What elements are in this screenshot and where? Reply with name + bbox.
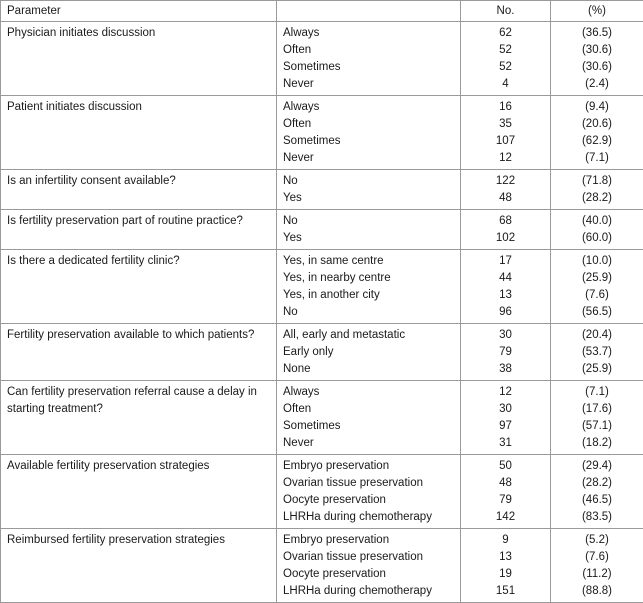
response-label: Yes, in nearby centre	[283, 270, 454, 287]
percent-value: (71.8)	[557, 173, 637, 190]
response-label: Ovarian tissue preservation	[283, 475, 454, 492]
response-label: Yes, in another city	[283, 287, 454, 304]
count-value: 122	[467, 173, 544, 190]
percent-value: (60.0)	[557, 230, 637, 247]
count-cell	[461, 324, 551, 381]
response-cell	[277, 529, 461, 603]
percent-value: (56.5)	[557, 304, 637, 321]
count-value: 62	[467, 25, 544, 42]
parameter-cell	[1, 96, 277, 170]
response-cell	[277, 381, 461, 455]
response-label: Always	[283, 384, 454, 401]
count-cell	[461, 250, 551, 324]
percent-value: (46.5)	[557, 492, 637, 509]
parameter-cell	[1, 455, 277, 529]
response-label: Often	[283, 401, 454, 418]
response-label: None	[283, 361, 454, 378]
count-value: 38	[467, 361, 544, 378]
count-value: 79	[467, 492, 544, 509]
percent-value: (5.2)	[557, 532, 637, 549]
parameter-label: Is fertility preservation part of routine practice?	[7, 213, 270, 230]
percent-value: (30.6)	[557, 59, 637, 76]
percent-value: (7.6)	[557, 549, 637, 566]
count-value: 102	[467, 230, 544, 247]
percent-value: (9.4)	[557, 99, 637, 116]
percent-value: (88.8)	[557, 583, 637, 600]
percent-value: (25.9)	[557, 270, 637, 287]
count-value: 13	[467, 287, 544, 304]
header-parameter: Parameter	[1, 1, 277, 22]
response-label: Sometimes	[283, 133, 454, 150]
count-value: 35	[467, 116, 544, 133]
response-label: Oocyte preservation	[283, 492, 454, 509]
response-label: Oocyte preservation	[283, 566, 454, 583]
percent-value: (20.4)	[557, 327, 637, 344]
count-value: 9	[467, 532, 544, 549]
percent-value: (25.9)	[557, 361, 637, 378]
count-value: 19	[467, 566, 544, 583]
parameter-label: Reimbursed fertility preservation strategies	[7, 532, 270, 549]
table-row	[1, 381, 643, 455]
count-value: 13	[467, 549, 544, 566]
percent-value: (40.0)	[557, 213, 637, 230]
count-value: 12	[467, 150, 544, 167]
percent-value: (7.1)	[557, 384, 637, 401]
parameter-cell	[1, 170, 277, 210]
table-row	[1, 96, 643, 170]
percent-cell	[551, 324, 643, 381]
response-label: Yes	[283, 230, 454, 247]
response-label: Never	[283, 76, 454, 93]
percent-cell	[551, 529, 643, 603]
response-label: No	[283, 304, 454, 321]
percent-cell	[551, 381, 643, 455]
parameter-cell	[1, 529, 277, 603]
parameter-label: Can fertility preservation referral cause a delay in starting treatment?	[7, 384, 270, 418]
table-row	[1, 170, 643, 210]
percent-cell	[551, 170, 643, 210]
percent-value: (62.9)	[557, 133, 637, 150]
response-label: All, early and metastatic	[283, 327, 454, 344]
response-label: Embryo preservation	[283, 532, 454, 549]
percent-cell	[551, 96, 643, 170]
parameter-label: Is an infertility consent available?	[7, 173, 270, 190]
percent-value: (57.1)	[557, 418, 637, 435]
header-percent: (%)	[551, 1, 643, 22]
parameter-label: Patient initiates discussion	[7, 99, 270, 116]
header-number: No.	[461, 1, 551, 22]
count-value: 151	[467, 583, 544, 600]
response-label: Sometimes	[283, 418, 454, 435]
table-row	[1, 529, 643, 603]
count-cell	[461, 22, 551, 96]
count-value: 17	[467, 253, 544, 270]
count-value: 48	[467, 475, 544, 492]
count-cell	[461, 170, 551, 210]
table-row	[1, 455, 643, 529]
response-label: Yes	[283, 190, 454, 207]
table-header-row	[1, 1, 643, 22]
percent-value: (53.7)	[557, 344, 637, 361]
percent-value: (18.2)	[557, 435, 637, 452]
response-cell	[277, 210, 461, 250]
response-cell	[277, 22, 461, 96]
percent-value: (36.5)	[557, 25, 637, 42]
count-value: 12	[467, 384, 544, 401]
response-cell	[277, 96, 461, 170]
count-value: 48	[467, 190, 544, 207]
parameter-label: Is there a dedicated fertility clinic?	[7, 253, 270, 270]
table-body	[1, 22, 643, 603]
count-value: 107	[467, 133, 544, 150]
count-value: 142	[467, 509, 544, 526]
response-label: No	[283, 173, 454, 190]
count-value: 79	[467, 344, 544, 361]
parameter-label: Fertility preservation available to which patients?	[7, 327, 270, 344]
percent-value: (28.2)	[557, 190, 637, 207]
count-value: 4	[467, 76, 544, 93]
percent-value: (28.2)	[557, 475, 637, 492]
response-cell	[277, 455, 461, 529]
percent-cell	[551, 22, 643, 96]
response-label: Always	[283, 25, 454, 42]
response-cell	[277, 170, 461, 210]
percent-value: (11.2)	[557, 566, 637, 583]
count-value: 50	[467, 458, 544, 475]
parameter-cell	[1, 324, 277, 381]
count-value: 97	[467, 418, 544, 435]
table-row	[1, 250, 643, 324]
response-label: Often	[283, 42, 454, 59]
percent-value: (29.4)	[557, 458, 637, 475]
count-cell	[461, 210, 551, 250]
percent-value: (17.6)	[557, 401, 637, 418]
percent-cell	[551, 210, 643, 250]
percent-value: (20.6)	[557, 116, 637, 133]
percent-cell	[551, 455, 643, 529]
count-cell	[461, 529, 551, 603]
parameter-label: Available fertility preservation strategies	[7, 458, 270, 475]
response-label: Ovarian tissue preservation	[283, 549, 454, 566]
count-value: 44	[467, 270, 544, 287]
response-label: Always	[283, 99, 454, 116]
percent-value: (2.4)	[557, 76, 637, 93]
table-row	[1, 22, 643, 96]
count-value: 68	[467, 213, 544, 230]
parameter-cell	[1, 210, 277, 250]
table-row	[1, 210, 643, 250]
count-value: 96	[467, 304, 544, 321]
percent-value: (7.6)	[557, 287, 637, 304]
parameter-cell	[1, 381, 277, 455]
count-value: 30	[467, 327, 544, 344]
response-label: Never	[283, 150, 454, 167]
response-label: LHRHa during chemotherapy	[283, 509, 454, 526]
response-label: No	[283, 213, 454, 230]
response-label: Sometimes	[283, 59, 454, 76]
count-cell	[461, 381, 551, 455]
percent-cell	[551, 250, 643, 324]
response-label: Early only	[283, 344, 454, 361]
response-label: Often	[283, 116, 454, 133]
count-value: 52	[467, 42, 544, 59]
parameter-label: Physician initiates discussion	[7, 25, 270, 42]
count-value: 16	[467, 99, 544, 116]
count-value: 31	[467, 435, 544, 452]
parameter-cell	[1, 250, 277, 324]
response-label: Never	[283, 435, 454, 452]
count-value: 30	[467, 401, 544, 418]
count-cell	[461, 96, 551, 170]
count-cell	[461, 455, 551, 529]
percent-value: (7.1)	[557, 150, 637, 167]
count-value: 52	[467, 59, 544, 76]
header-response	[277, 1, 461, 22]
percent-value: (10.0)	[557, 253, 637, 270]
percent-value: (30.6)	[557, 42, 637, 59]
response-label: Embryo preservation	[283, 458, 454, 475]
response-cell	[277, 250, 461, 324]
response-cell	[277, 324, 461, 381]
percent-value: (83.5)	[557, 509, 637, 526]
response-label: Yes, in same centre	[283, 253, 454, 270]
parameter-cell	[1, 22, 277, 96]
table-row	[1, 324, 643, 381]
response-label: LHRHa during chemotherapy	[283, 583, 454, 600]
